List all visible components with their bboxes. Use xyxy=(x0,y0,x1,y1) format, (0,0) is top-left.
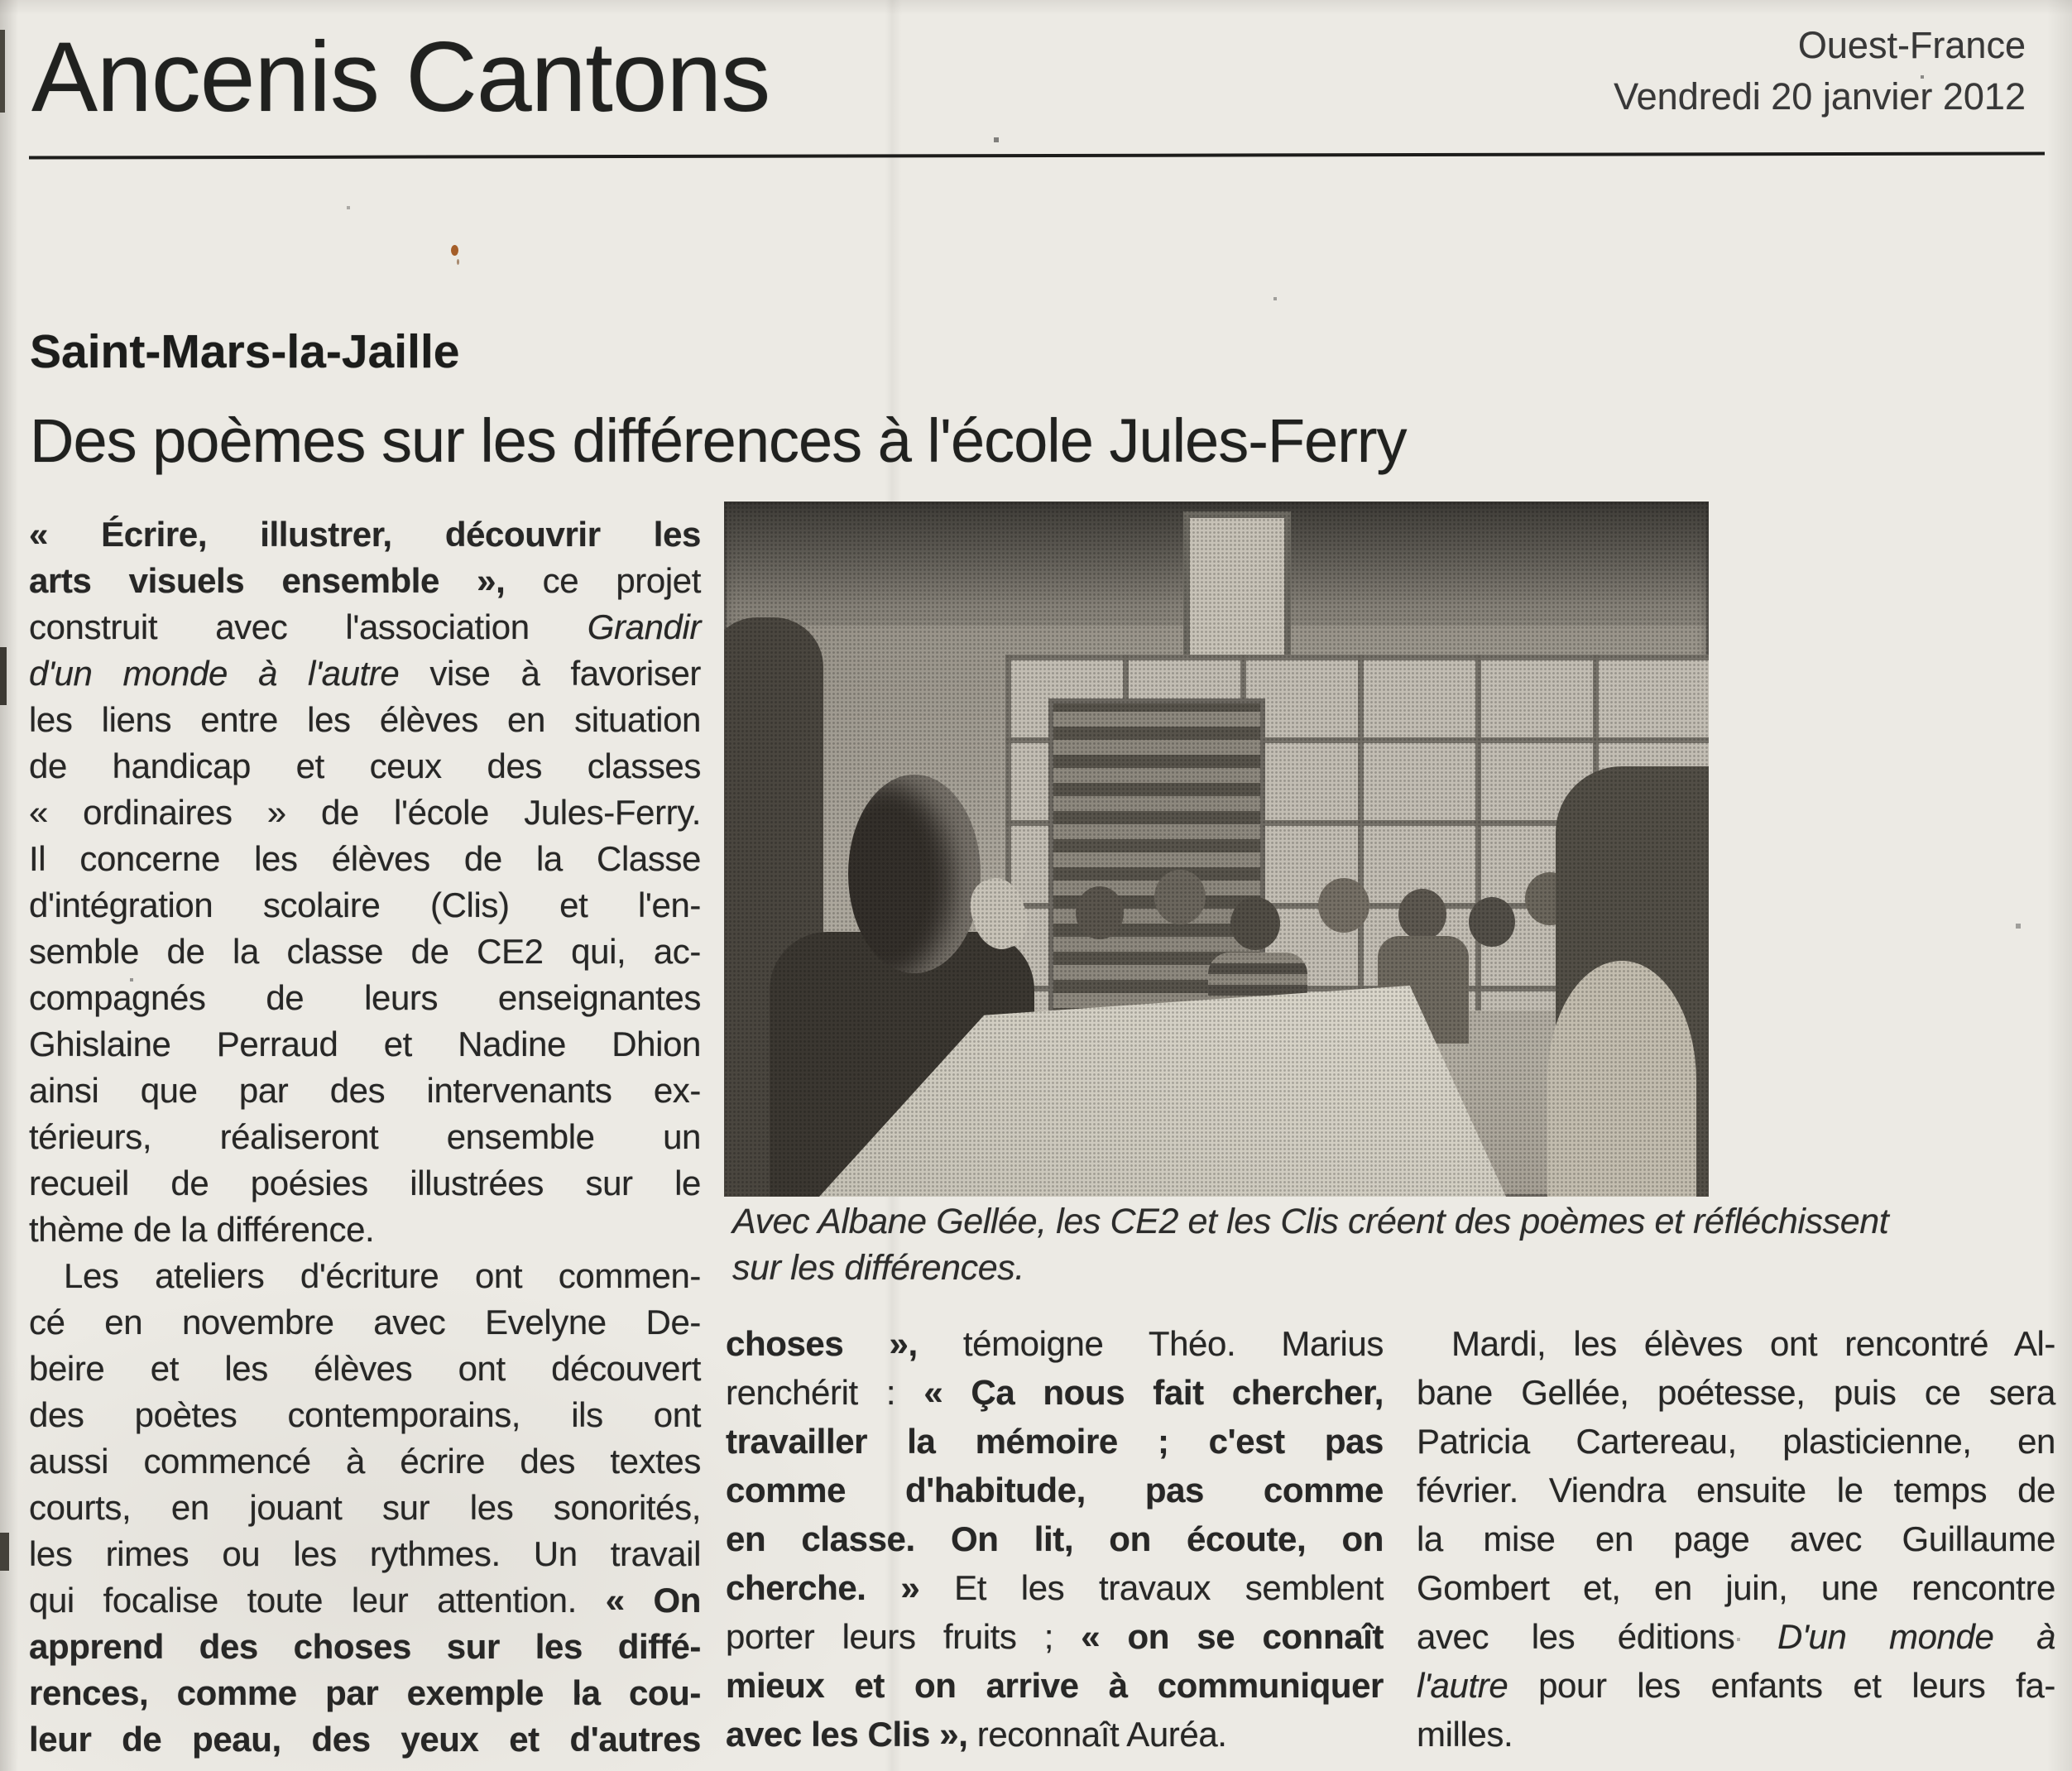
issue-info xyxy=(1614,20,2026,122)
text-line: travailler la mémoire ; c'est pas xyxy=(726,1422,1384,1461)
text-line: porter leurs fruits ; « on se connaît xyxy=(726,1617,1384,1656)
text-line: d'intégration scolaire (Clis) et l'en- xyxy=(29,886,701,924)
text-line: les rimes ou les rythmes. Un travail xyxy=(29,1534,701,1573)
article-title: Des poèmes sur les différences à l'école Jules-Ferry xyxy=(30,406,1407,475)
text-line: Il concerne les élèves de la Classe xyxy=(29,839,701,878)
text-line: de handicap et ceux des classes xyxy=(29,746,701,785)
text-line: rences, comme par exemple la cou- xyxy=(29,1673,701,1712)
text-line: Les ateliers d'écriture ont commen- xyxy=(64,1256,701,1295)
text-line: compagnés de leurs enseignantes xyxy=(29,978,701,1017)
text-line: « Écrire, illustrer, découvrir les xyxy=(29,515,701,554)
scan-edge-mark xyxy=(0,647,7,705)
text-line: bane Gellée, poétesse, puis ce sera xyxy=(1417,1373,2055,1412)
text-line: térieurs, réaliseront ensemble un xyxy=(29,1117,701,1156)
scan-edge-mark xyxy=(0,30,5,113)
text-line: renchérit : « Ça nous fait chercher, xyxy=(726,1373,1384,1412)
text-line: apprend des choses sur les diffé- xyxy=(29,1627,701,1666)
paper-name: Ouest-France xyxy=(1797,24,2026,66)
scan-specks xyxy=(0,0,2,2)
column-2 xyxy=(726,1324,1384,1764)
text-line: cherche. » Et les travaux semblent xyxy=(726,1568,1384,1607)
column-3 xyxy=(1417,1324,2055,1764)
text-line: choses », témoigne Théo. Marius xyxy=(726,1324,1384,1363)
text-line: février. Viendra ensuite le temps de xyxy=(1417,1471,2055,1509)
masthead-title: Ancenis Cantons xyxy=(31,22,770,132)
text-line: arts visuels ensemble », ce projet xyxy=(29,561,701,600)
text-line: comme d'habitude, pas comme xyxy=(726,1471,1384,1509)
text-line: mieux et on arrive à communiquer xyxy=(726,1666,1384,1705)
text-line: construit avec l'association Grandir xyxy=(29,607,701,646)
text-line: Mardi, les élèves ont rencontré Al- xyxy=(1451,1324,2055,1363)
text-line: les liens entre les élèves en situation xyxy=(29,700,701,739)
text-line: Gombert et, en juin, une rencontre xyxy=(1417,1568,2055,1607)
text-line: des poètes contemporains, ils ont xyxy=(29,1395,701,1434)
scan-edge-mark xyxy=(0,1533,9,1571)
text-line: Ghislaine Perraud et Nadine Dhion xyxy=(29,1025,701,1063)
text-line: la mise en page avec Guillaume xyxy=(1417,1519,2055,1558)
article-photo xyxy=(724,502,1709,1197)
text-line: Patricia Cartereau, plasticienne, en xyxy=(1417,1422,2055,1461)
text-line: thème de la différence. xyxy=(29,1210,375,1249)
text-line: sur les différences. xyxy=(732,1248,1024,1288)
masthead-rule xyxy=(29,151,2045,159)
issue-date: Vendredi 20 janvier 2012 xyxy=(1614,75,2026,118)
text-line: l'autre pour les enfants et leurs fa- xyxy=(1417,1666,2055,1705)
text-line: beire et les élèves ont découvert xyxy=(29,1349,701,1388)
text-line: cé en novembre avec Evelyne De- xyxy=(29,1303,701,1341)
text-line: milles. xyxy=(1417,1715,1513,1754)
text-line: aussi commencé à écrire des textes xyxy=(29,1442,701,1481)
column-1 xyxy=(29,515,701,1766)
text-line: ainsi que par des intervenants ex- xyxy=(29,1071,701,1110)
text-line: d'un monde à l'autre vise à favoriser xyxy=(29,654,701,693)
text-line: en classe. On lit, on écoute, on xyxy=(726,1519,1384,1558)
text-line: recueil de poésies illustrées sur le xyxy=(29,1164,701,1202)
photo-halftone-texture xyxy=(724,502,1709,1197)
section-header: Saint-Mars-la-Jaille xyxy=(30,325,460,378)
text-line: semble de la classe de CE2 qui, ac- xyxy=(29,932,701,971)
text-line: avec les éditions D'un monde à xyxy=(1417,1617,2055,1656)
text-line: courts, en jouant sur les sonorités, xyxy=(29,1488,701,1527)
text-line: qui focalise toute leur attention. « On xyxy=(29,1581,701,1620)
photo-caption xyxy=(732,1197,2048,1289)
text-line: Avec Albane Gellée, les CE2 et les Clis créent des poèmes et réfléchissent xyxy=(732,1202,1889,1241)
scan-speck xyxy=(451,245,458,256)
text-line: avec les Clis », reconnaît Auréa. xyxy=(726,1715,1227,1754)
text-line: « ordinaires » de l'école Jules-Ferry. xyxy=(29,793,701,832)
text-line: leur de peau, des yeux et d'autres xyxy=(29,1720,701,1759)
